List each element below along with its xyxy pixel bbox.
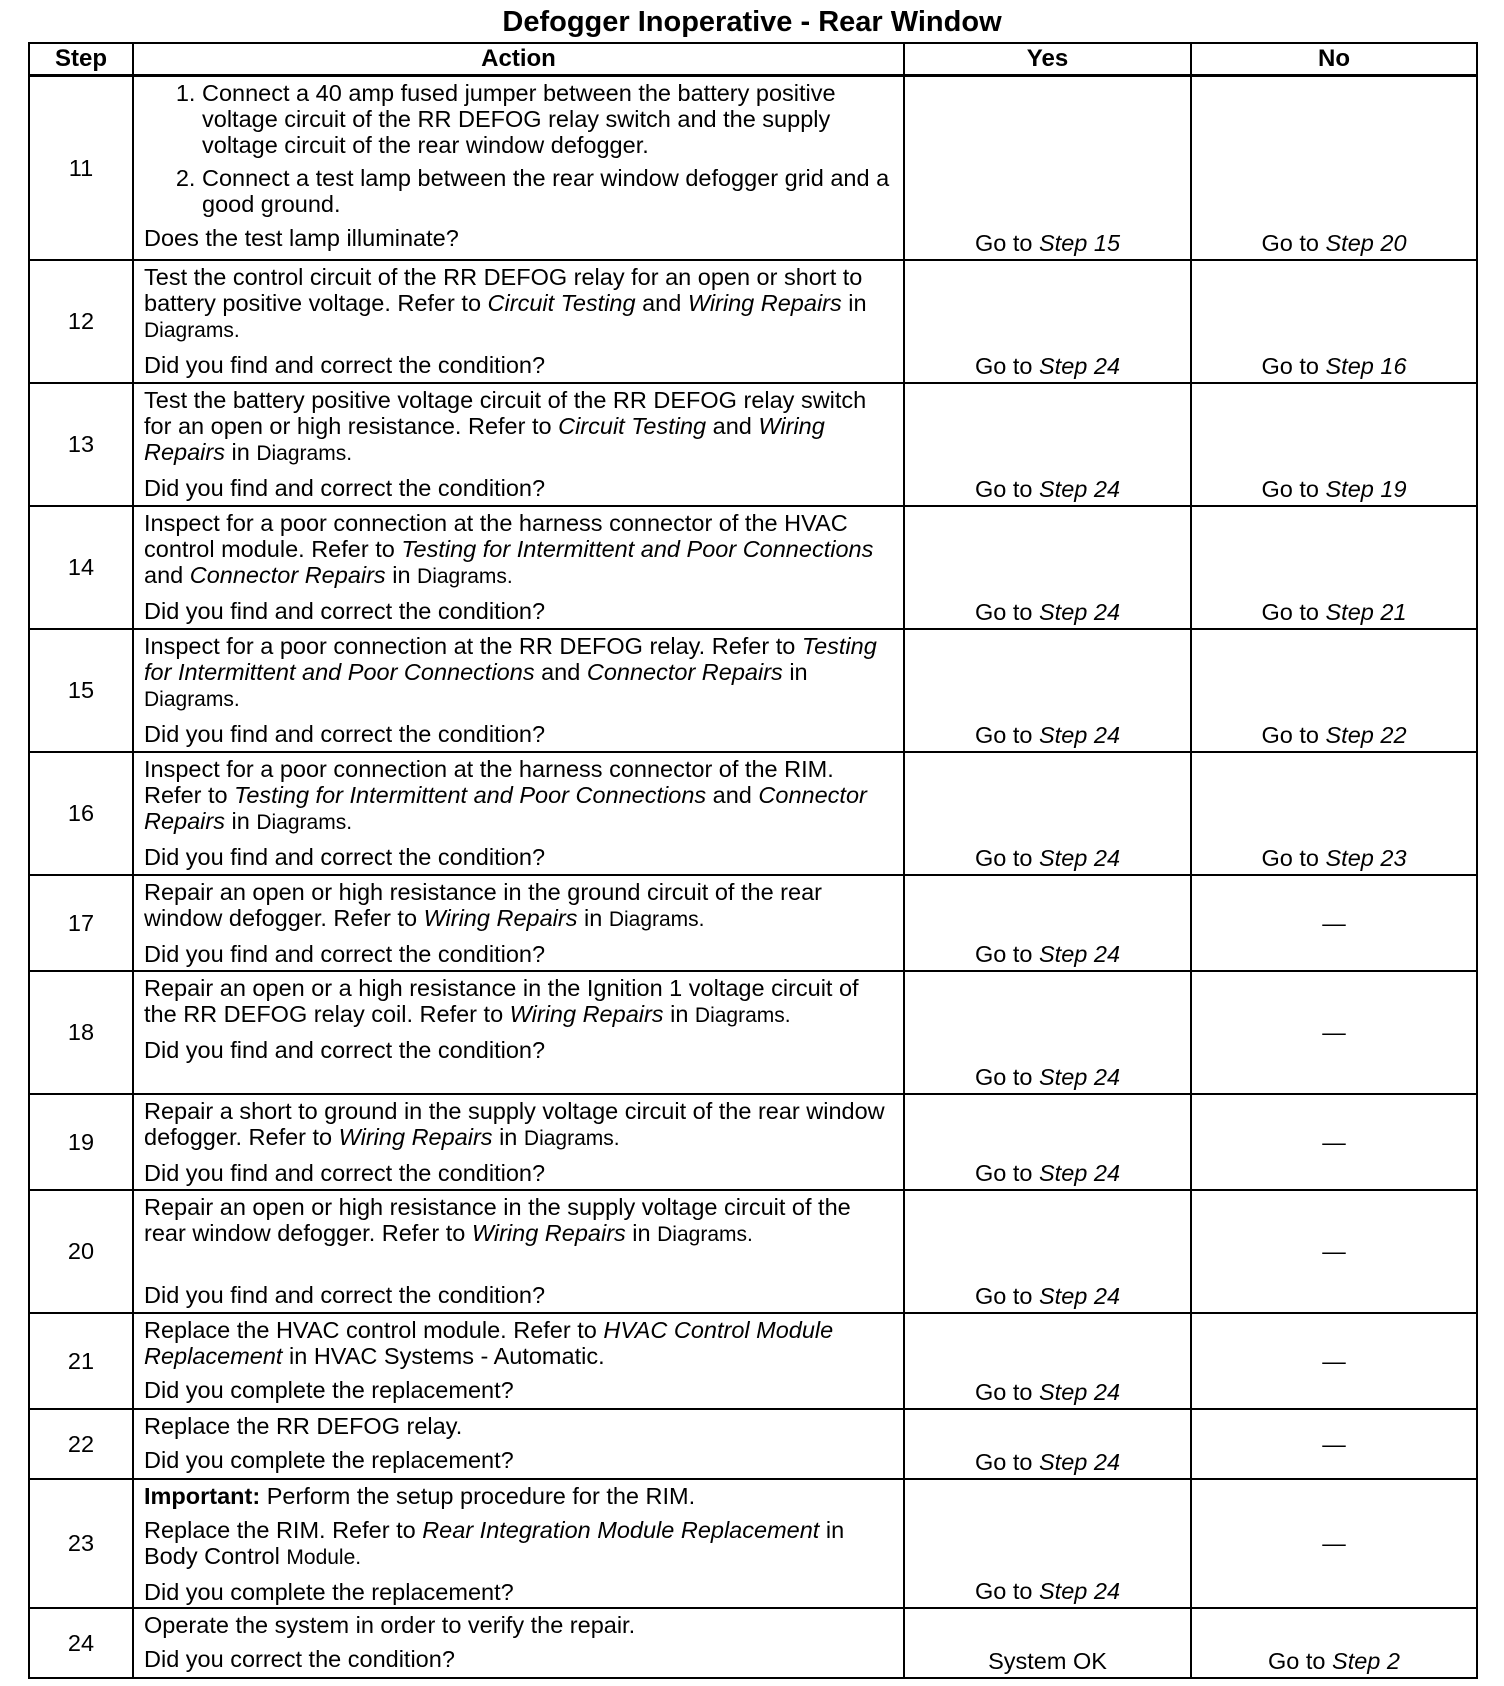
step-link[interactable]: Step 19 bbox=[1325, 475, 1407, 502]
table-row bbox=[29, 1190, 1477, 1313]
question: Did you find and correct the condition? bbox=[144, 1159, 546, 1186]
step-number: 11 bbox=[29, 76, 133, 260]
table-row bbox=[29, 76, 1477, 260]
step-link[interactable]: Step 16 bbox=[1325, 352, 1407, 379]
action-cell bbox=[133, 383, 904, 506]
no-cell: Go to Step 19 bbox=[1191, 383, 1477, 506]
table-row bbox=[29, 1409, 1477, 1479]
no-cell: Go to Step 22 bbox=[1191, 629, 1477, 752]
action-cell bbox=[133, 971, 904, 1094]
list-item: 1. Connect a 40 amp fused jumper between the battery positive voltage circuit of the RR DEFOG relay switch and the supply voltage circuit of the rear window defogger. bbox=[202, 80, 893, 158]
step-link[interactable]: Step 24 bbox=[1039, 1378, 1121, 1405]
no-cell: — bbox=[1191, 1190, 1477, 1313]
step-number: 24 bbox=[29, 1608, 133, 1678]
yes-cell: System OK bbox=[904, 1608, 1191, 1678]
action-cell bbox=[133, 752, 904, 875]
step-number: 19 bbox=[29, 1094, 133, 1190]
action-text: Inspect for a poor connection at the harness connector of the HVAC control module. Refer to Testing for Intermittent and Poor Connections and Connector Repairs in Diagrams. bbox=[144, 509, 874, 588]
header-yes: Yes bbox=[904, 43, 1191, 76]
step-link[interactable]: Step 24 bbox=[1039, 598, 1121, 625]
step-link[interactable]: Step 21 bbox=[1325, 598, 1407, 625]
question: Did you complete the replacement? bbox=[144, 1376, 514, 1403]
question: Did you find and correct the condition? bbox=[144, 1281, 546, 1308]
step-link[interactable]: Step 23 bbox=[1325, 844, 1407, 871]
action-text: Inspect for a poor connection at the harness connector of the RIM. Refer to Testing for Intermittent and Poor Connections and Connector Repairs in Diagrams. bbox=[144, 755, 867, 834]
table-row bbox=[29, 383, 1477, 506]
step-link[interactable]: Step 24 bbox=[1039, 352, 1121, 379]
step-number: 12 bbox=[29, 260, 133, 383]
step-link[interactable]: Step 2 bbox=[1332, 1647, 1400, 1674]
question: Did you complete the replacement? bbox=[144, 1578, 514, 1605]
no-cell: — bbox=[1191, 875, 1477, 971]
step-link[interactable]: Step 24 bbox=[1039, 1159, 1121, 1186]
table-row bbox=[29, 1479, 1477, 1608]
table-row bbox=[29, 1608, 1477, 1678]
step-number: 16 bbox=[29, 752, 133, 875]
yes-cell: Go to Step 24 bbox=[904, 1094, 1191, 1190]
question: Did you find and correct the condition? bbox=[144, 940, 546, 967]
list-item: 2. Connect a test lamp between the rear window defogger grid and a good ground. bbox=[202, 165, 893, 217]
yes-cell: Go to Step 24 bbox=[904, 1190, 1191, 1313]
yes-cell: Go to Step 24 bbox=[904, 971, 1191, 1094]
question: Did you find and correct the condition? bbox=[144, 843, 546, 870]
no-cell: — bbox=[1191, 1313, 1477, 1409]
no-cell: Go to Step 21 bbox=[1191, 506, 1477, 629]
yes-cell: Go to Step 24 bbox=[904, 752, 1191, 875]
header-step: Step bbox=[29, 43, 133, 76]
no-cell: Go to Step 23 bbox=[1191, 752, 1477, 875]
action-cell bbox=[133, 1094, 904, 1190]
question: Did you complete the replacement? bbox=[144, 1446, 514, 1473]
header-action: Action bbox=[133, 43, 904, 76]
no-cell: Go to Step 2 bbox=[1191, 1608, 1477, 1678]
step-link[interactable]: Step 24 bbox=[1039, 475, 1121, 502]
step-number: 22 bbox=[29, 1409, 133, 1479]
table-row bbox=[29, 752, 1477, 875]
action-cell bbox=[133, 1479, 904, 1608]
action-text: Test the control circuit of the RR DEFOG relay for an open or short to battery positive voltage. Refer to Circuit Testing and Wiring Repairs in Diagrams. bbox=[144, 263, 867, 342]
action-text: Test the battery positive voltage circuit of the RR DEFOG relay switch for an open or high resistance. Refer to Circuit Testing and Wiring Repairs in Diagrams. bbox=[144, 386, 867, 465]
action-cell bbox=[133, 875, 904, 971]
table-row bbox=[29, 1313, 1477, 1409]
action-cell bbox=[133, 260, 904, 383]
table-row bbox=[29, 971, 1477, 1094]
no-cell: — bbox=[1191, 1479, 1477, 1608]
question: Did you find and correct the condition? bbox=[144, 474, 546, 501]
step-link[interactable]: Step 24 bbox=[1039, 940, 1121, 967]
no-cell: Go to Step 20 bbox=[1191, 76, 1477, 260]
step-link[interactable]: Step 20 bbox=[1325, 229, 1407, 256]
step-link[interactable]: Step 24 bbox=[1039, 1063, 1121, 1090]
no-cell: — bbox=[1191, 1094, 1477, 1190]
step-link[interactable]: Step 24 bbox=[1039, 1448, 1121, 1475]
no-cell: — bbox=[1191, 971, 1477, 1094]
table-row bbox=[29, 629, 1477, 752]
action-text: Replace the RIM. Refer to Rear Integration Module Replacement in Body Control Module. bbox=[144, 1516, 845, 1569]
yes-cell: Go to Step 24 bbox=[904, 875, 1191, 971]
step-number: 23 bbox=[29, 1479, 133, 1608]
yes-cell: Go to Step 24 bbox=[904, 629, 1191, 752]
no-cell: — bbox=[1191, 1409, 1477, 1479]
step-link[interactable]: Step 24 bbox=[1039, 721, 1121, 748]
action-text: Replace the RR DEFOG relay. bbox=[144, 1412, 463, 1439]
action-text: Operate the system in order to verify the repair. bbox=[144, 1611, 636, 1638]
table-row bbox=[29, 875, 1477, 971]
action-cell bbox=[133, 1190, 904, 1313]
page-title: Defogger Inoperative - Rear Window bbox=[502, 6, 1002, 38]
step-number: 17 bbox=[29, 875, 133, 971]
question: Does the test lamp illuminate? bbox=[144, 225, 459, 251]
step-link[interactable]: Step 24 bbox=[1039, 1282, 1121, 1309]
step-link[interactable]: Step 22 bbox=[1325, 721, 1407, 748]
step-link[interactable]: Step 24 bbox=[1039, 844, 1121, 871]
no-cell: Go to Step 16 bbox=[1191, 260, 1477, 383]
yes-cell: Go to Step 15 bbox=[904, 76, 1191, 260]
action-text: Repair an open or a high resistance in the Ignition 1 voltage circuit of the RR DEFOG relay coil. Refer to Wiring Repairs in Diagrams. bbox=[144, 974, 859, 1027]
diagnostic-table bbox=[28, 42, 1478, 1679]
step-link[interactable]: Step 15 bbox=[1039, 229, 1121, 256]
action-text: Inspect for a poor connection at the RR DEFOG relay. Refer to Testing for Intermittent and Poor Connections and Connector Repairs in Diagrams. bbox=[144, 632, 877, 711]
important-note: Important: Perform the setup procedure for the RIM. bbox=[144, 1482, 696, 1509]
action-cell bbox=[133, 1313, 904, 1409]
question: Did you find and correct the condition? bbox=[144, 1036, 546, 1063]
action-cell bbox=[133, 506, 904, 629]
yes-cell: Go to Step 24 bbox=[904, 506, 1191, 629]
step-number: 21 bbox=[29, 1313, 133, 1409]
action-text: Replace the HVAC control module. Refer to HVAC Control Module Replacement in HVAC Systems - Automatic. bbox=[144, 1316, 834, 1369]
header-no: No bbox=[1191, 43, 1477, 76]
yes-cell: Go to Step 24 bbox=[904, 383, 1191, 506]
question: Did you find and correct the condition? bbox=[144, 720, 546, 747]
step-number: 13 bbox=[29, 383, 133, 506]
action-text: Repair an open or high resistance in the supply voltage circuit of the rear window defogger. Refer to Wiring Repairs in Diagrams. bbox=[144, 1193, 851, 1246]
yes-cell: Go to Step 24 bbox=[904, 1479, 1191, 1608]
yes-cell: Go to Step 24 bbox=[904, 260, 1191, 383]
header-row bbox=[29, 43, 1477, 76]
action-cell bbox=[133, 76, 904, 260]
table-row bbox=[29, 260, 1477, 383]
action-cell bbox=[133, 1608, 904, 1678]
yes-cell: Go to Step 24 bbox=[904, 1409, 1191, 1479]
action-cell bbox=[133, 629, 904, 752]
action-text: Repair an open or high resistance in the ground circuit of the rear window defogger. Refer to Wiring Repairs in Diagrams. bbox=[144, 878, 822, 931]
step-number: 18 bbox=[29, 971, 133, 1094]
step-link[interactable]: Step 24 bbox=[1039, 1577, 1121, 1604]
action-list bbox=[144, 80, 893, 217]
table-row bbox=[29, 506, 1477, 629]
question: Did you find and correct the condition? bbox=[144, 597, 546, 624]
step-number: 20 bbox=[29, 1190, 133, 1313]
step-number: 14 bbox=[29, 506, 133, 629]
question: Did you find and correct the condition? bbox=[144, 351, 546, 378]
question: Did you correct the condition? bbox=[144, 1645, 455, 1672]
action-text: Repair a short to ground in the supply voltage circuit of the rear window defogger. Refer to Wiring Repairs in Diagrams. bbox=[144, 1097, 885, 1150]
table-row bbox=[29, 1094, 1477, 1190]
action-cell bbox=[133, 1409, 904, 1479]
yes-cell: Go to Step 24 bbox=[904, 1313, 1191, 1409]
step-number: 15 bbox=[29, 629, 133, 752]
